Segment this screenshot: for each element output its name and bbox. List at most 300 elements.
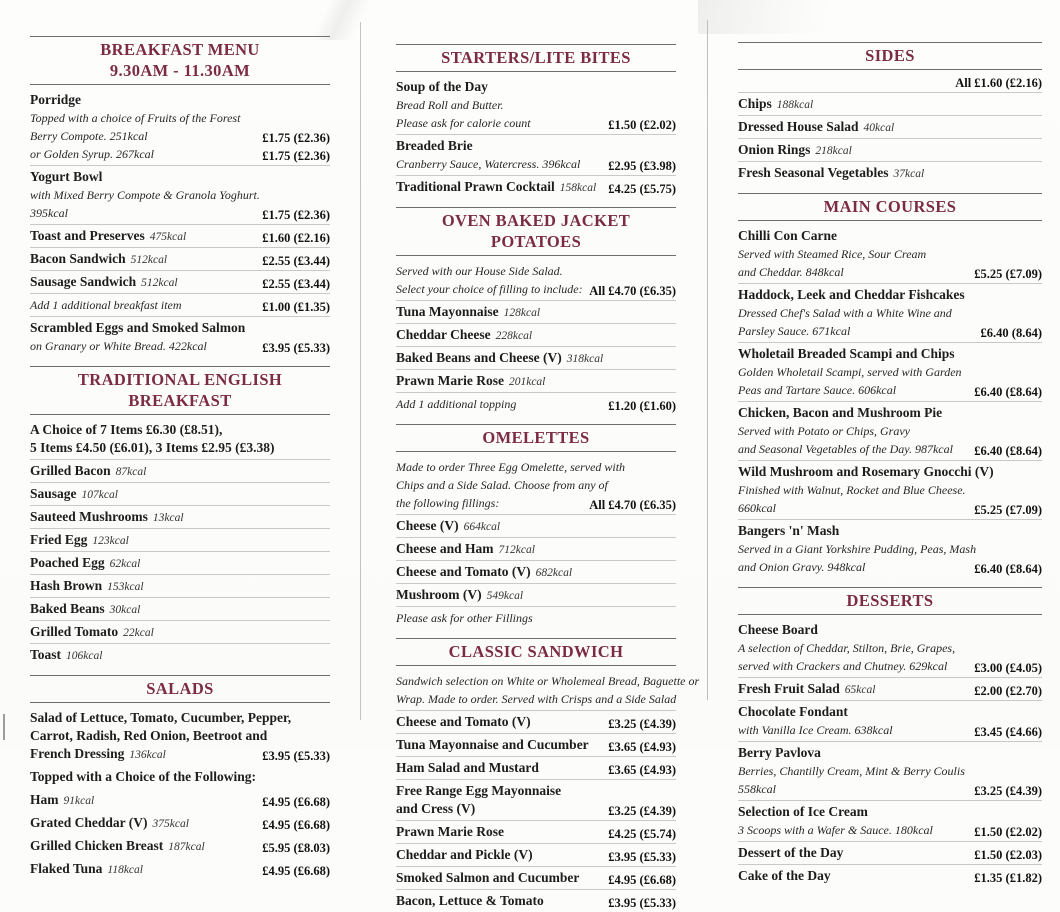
item-price: £5.25 (£7.09) xyxy=(974,503,1042,517)
item-text xyxy=(396,137,676,155)
menu-line xyxy=(738,821,1042,839)
menu-item xyxy=(396,712,676,734)
item-label: Berry Compote. 251kcal xyxy=(30,129,148,143)
menu-panel-lunch xyxy=(366,0,700,910)
menu-line xyxy=(396,782,676,800)
menu-line xyxy=(30,296,330,314)
item-kcal: 153kcal xyxy=(107,581,144,593)
item-text xyxy=(396,395,600,413)
item-label: Sausage xyxy=(30,486,77,501)
menu-item xyxy=(738,94,1042,116)
item-label: Chilli Con Carne xyxy=(738,228,838,243)
menu-line xyxy=(30,186,330,204)
item-label: Grilled Chicken Breast xyxy=(30,838,164,853)
item-text xyxy=(30,709,330,727)
menu-line xyxy=(738,164,1042,182)
menu-item xyxy=(738,403,1042,461)
item-kcal: 512kcal xyxy=(130,254,168,266)
item-text xyxy=(738,381,966,399)
item-text xyxy=(396,494,581,512)
menu-line xyxy=(396,395,676,413)
menu-item xyxy=(30,859,330,880)
item-text xyxy=(396,759,600,777)
menu-line xyxy=(738,762,1042,780)
item-label: Wholetail Breaded Scampi and Chips xyxy=(738,346,955,361)
item-text xyxy=(738,345,1042,363)
item-label: Toast and Preserves xyxy=(30,228,145,243)
item-kcal: 107kcal xyxy=(81,489,118,501)
item-price: £1.75 (£2.36) xyxy=(262,208,330,222)
menu-item xyxy=(396,781,676,821)
item-label: and Onion Gravy. 948kcal xyxy=(738,560,866,574)
item-kcal: 682kcal xyxy=(535,567,573,579)
item-price: £3.95 (£5.33) xyxy=(608,850,676,864)
item-text xyxy=(30,421,330,439)
section-header xyxy=(738,193,1042,221)
menu-item xyxy=(396,77,676,135)
item-label: Bacon, Lettuce & Tomato xyxy=(396,893,544,908)
item-price: £4.95 (£6.68) xyxy=(262,864,330,878)
item-text xyxy=(738,422,1042,440)
item-price: £1.50 (£2.02) xyxy=(608,118,676,132)
item-text xyxy=(738,703,1042,721)
item-text xyxy=(396,114,600,132)
item-label: Golden Wholetail Scampi, served with Garden xyxy=(738,365,962,379)
item-price: £1.50 (£2.02) xyxy=(974,825,1042,839)
menu-line xyxy=(738,558,1042,576)
item-label: Porridge xyxy=(30,92,81,107)
item-kcal: 475kcal xyxy=(149,231,187,243)
item-price: £3.25 (£4.39) xyxy=(974,784,1042,798)
item-text xyxy=(30,791,254,809)
item-text xyxy=(738,141,1042,159)
menu-line xyxy=(738,422,1042,440)
menu-line xyxy=(738,76,1042,90)
item-text xyxy=(738,499,966,517)
item-label: Wrap. Made to order. Served with Crisps and a Side Salad xyxy=(396,692,677,706)
item-label: Salad of Lettuce, Tomato, Cucumber, Pepper, xyxy=(30,710,292,725)
menu-item xyxy=(30,576,330,598)
item-label: Ham Salad and Mustard xyxy=(396,760,539,775)
item-label: French Dressing xyxy=(30,746,125,761)
item-price: £3.95 (£5.33) xyxy=(262,341,330,355)
item-kcal: 712kcal xyxy=(498,544,535,556)
menu-line xyxy=(396,759,676,777)
item-kcal: 201kcal xyxy=(508,376,546,388)
item-price: £2.95 (£3.98) xyxy=(608,159,676,173)
item-text xyxy=(396,782,676,800)
menu-item xyxy=(30,813,330,834)
section-header xyxy=(738,42,1042,70)
item-text xyxy=(396,326,676,344)
item-label: Baked Beans xyxy=(30,601,105,616)
item-text xyxy=(738,657,966,675)
menu-line xyxy=(396,563,676,581)
menu-item xyxy=(396,758,676,780)
section-header xyxy=(30,36,330,85)
menu-item xyxy=(396,348,676,370)
menu-item xyxy=(396,394,676,415)
item-label: 5 Items £4.50 (£6.01), 3 Items £2.95 (£3.38) xyxy=(30,440,275,455)
section-header xyxy=(396,207,676,256)
menu-item xyxy=(30,226,330,248)
item-text xyxy=(30,600,330,618)
item-text xyxy=(738,844,966,862)
item-label: Chocolate Fondant xyxy=(738,704,848,719)
menu-section xyxy=(396,424,676,629)
menu-section xyxy=(30,675,330,880)
item-price: £3.25 (£4.39) xyxy=(608,717,676,731)
item-label: Topped with a choice of Fruits of the Forest xyxy=(30,111,241,125)
menu-line xyxy=(30,109,330,127)
item-label: Traditional Prawn Cocktail xyxy=(396,179,555,194)
menu-line xyxy=(396,178,676,196)
item-label: Peas and Tartare Sauce. 606kcal xyxy=(738,383,897,397)
menu-line xyxy=(396,78,676,96)
item-label: Cheddar Cheese xyxy=(396,327,491,342)
item-text xyxy=(30,768,330,786)
item-price: £5.95 (£8.03) xyxy=(262,841,330,855)
item-label: Topped with a Choice of the Following: xyxy=(30,769,257,784)
menu-item xyxy=(30,790,330,811)
item-text xyxy=(396,800,600,818)
item-price: £3.95 (£5.33) xyxy=(608,896,676,910)
item-label: Dessert of the Day xyxy=(738,845,844,860)
item-label: 395kcal xyxy=(30,206,68,220)
item-text xyxy=(30,462,330,480)
item-text xyxy=(738,821,966,839)
item-text xyxy=(30,554,330,572)
page-edge-line-middle xyxy=(360,22,361,720)
menu-line xyxy=(738,227,1042,245)
menu-item xyxy=(30,708,330,765)
section-title: DESSERTS xyxy=(846,591,934,610)
menu-item xyxy=(738,866,1042,887)
menu-item xyxy=(396,735,676,757)
item-text xyxy=(738,404,1042,422)
menu-line xyxy=(396,540,676,558)
menu-line xyxy=(30,600,330,618)
item-text xyxy=(738,780,966,798)
menu-line xyxy=(738,803,1042,821)
menu-item xyxy=(396,608,676,629)
item-label: Cake of the Day xyxy=(738,868,831,883)
item-label: Chicken, Bacon and Mushroom Pie xyxy=(738,405,943,420)
item-text xyxy=(30,319,330,337)
menu-line xyxy=(396,114,676,132)
item-text xyxy=(738,95,1042,113)
menu-section xyxy=(738,193,1042,578)
item-kcal: 30kcal xyxy=(109,604,141,616)
item-label: Scrambled Eggs and Smoked Salmon xyxy=(30,320,246,335)
item-price: £3.95 (£5.33) xyxy=(262,749,330,763)
menu-item xyxy=(396,325,676,347)
item-label: A selection of Cheddar, Stilton, Brie, Grapes, xyxy=(738,641,956,655)
item-text xyxy=(738,540,1042,558)
item-label: Select your choice of filling to include: xyxy=(396,282,583,296)
menu-line xyxy=(738,780,1042,798)
item-text xyxy=(738,245,1042,263)
item-label: Served with Potato or Chips, Gravy xyxy=(738,424,910,438)
item-price: £3.25 (£4.39) xyxy=(608,804,676,818)
menu-item xyxy=(396,845,676,867)
menu-line xyxy=(30,508,330,526)
item-text xyxy=(738,263,966,281)
menu-line xyxy=(738,345,1042,363)
item-text xyxy=(738,803,1042,821)
item-text xyxy=(738,481,1042,499)
item-text xyxy=(396,690,676,708)
section-title: BREAKFAST xyxy=(128,391,232,410)
menu-item xyxy=(738,163,1042,184)
item-price: £1.00 (£1.35) xyxy=(262,300,330,314)
menu-panel-breakfast xyxy=(14,0,344,878)
item-price: £2.00 (£2.70) xyxy=(974,684,1042,698)
menu-line xyxy=(30,421,330,439)
item-kcal: 128kcal xyxy=(503,307,541,319)
item-label: Grated Cheddar (V) xyxy=(30,815,148,830)
menu-line xyxy=(396,303,676,321)
menu-line xyxy=(30,462,330,480)
menu-line xyxy=(30,814,330,832)
item-text xyxy=(738,558,966,576)
menu-line xyxy=(30,768,330,786)
section-title: BREAKFAST MENU xyxy=(100,40,260,59)
item-text xyxy=(396,586,676,604)
item-label: Tuna Mayonnaise xyxy=(396,304,499,319)
menu-item xyxy=(738,802,1042,842)
item-label: Grilled Tomato xyxy=(30,624,119,639)
item-kcal: 37kcal xyxy=(893,168,925,180)
item-text xyxy=(396,672,700,690)
menu-section xyxy=(738,42,1042,184)
menu-item xyxy=(396,539,676,561)
item-text xyxy=(396,563,676,581)
menu-item xyxy=(30,599,330,621)
menu-line xyxy=(738,440,1042,458)
item-label: Cheese Board xyxy=(738,622,818,637)
item-text xyxy=(738,522,1042,540)
menu-line xyxy=(396,869,676,887)
item-label: Chips xyxy=(738,96,772,111)
menu-line xyxy=(738,95,1042,113)
menu-line xyxy=(396,736,676,754)
menu-line xyxy=(738,141,1042,159)
item-price: £4.95 (£6.68) xyxy=(262,795,330,809)
menu-line xyxy=(738,245,1042,263)
item-text xyxy=(396,713,600,731)
item-label: Add 1 additional breakfast item xyxy=(30,298,182,312)
item-price: All £4.70 (£6.35) xyxy=(589,498,676,512)
item-kcal: 375kcal xyxy=(152,818,189,830)
menu-section xyxy=(396,44,676,198)
item-text xyxy=(30,145,254,163)
menu-line xyxy=(396,690,676,708)
menu-line xyxy=(738,703,1042,721)
item-text xyxy=(30,837,254,855)
menu-item xyxy=(396,177,676,198)
item-price: £3.65 (£4.93) xyxy=(608,763,676,777)
item-label: Prawn Marie Rose xyxy=(396,824,504,839)
item-text xyxy=(738,762,1042,780)
menu-item xyxy=(396,371,676,393)
item-label: Ham xyxy=(30,792,59,807)
item-kcal: 106kcal xyxy=(66,650,103,662)
item-text xyxy=(30,168,330,186)
item-label: Smoked Salmon and Cucumber xyxy=(396,870,580,885)
item-price: £1.60 (£2.16) xyxy=(262,231,330,245)
menu-item xyxy=(396,457,676,515)
item-text xyxy=(30,91,330,109)
item-kcal: 65kcal xyxy=(844,684,876,696)
menu-line xyxy=(30,485,330,503)
menu-line xyxy=(396,476,676,494)
menu-item xyxy=(396,302,676,324)
item-text xyxy=(396,476,676,494)
item-label: Cheese and Tomato (V) xyxy=(396,564,531,579)
menu-line xyxy=(738,481,1042,499)
item-text xyxy=(396,540,676,558)
menu-line xyxy=(30,727,330,745)
item-label: Hash Brown xyxy=(30,578,103,593)
menu-section xyxy=(30,36,330,357)
menu-line xyxy=(738,744,1042,762)
menu-item xyxy=(738,843,1042,865)
item-kcal: 549kcal xyxy=(486,590,524,602)
menu-item xyxy=(396,562,676,584)
item-text xyxy=(396,303,676,321)
item-kcal: 188kcal xyxy=(776,99,814,111)
item-kcal: 62kcal xyxy=(109,558,141,570)
item-text xyxy=(738,304,1042,322)
item-price: £3.65 (£4.93) xyxy=(608,740,676,754)
item-text xyxy=(30,860,254,878)
item-label: Cheddar and Pickle (V) xyxy=(396,847,533,862)
item-price: All £4.70 (£6.35) xyxy=(589,284,676,298)
menu-line xyxy=(396,800,676,818)
item-label: Soup of the Day xyxy=(396,79,488,94)
menu-line xyxy=(30,837,330,855)
menu-item xyxy=(30,90,330,166)
item-label: Sausage Sandwich xyxy=(30,274,137,289)
item-price: £5.25 (£7.09) xyxy=(974,267,1042,281)
item-text xyxy=(738,744,1042,762)
menu-item xyxy=(30,249,330,271)
item-label: Sandwich selection on White or Wholemeal Bread, Baguette or xyxy=(396,674,700,688)
item-text xyxy=(30,109,330,127)
item-kcal: 123kcal xyxy=(92,535,129,547)
menu-line xyxy=(30,531,330,549)
item-price: £6.40 (£8.64) xyxy=(974,385,1042,399)
item-label: Selection of Ice Cream xyxy=(738,804,868,819)
item-text xyxy=(738,227,1042,245)
menu-line xyxy=(396,155,676,173)
item-text xyxy=(396,869,600,887)
section-header xyxy=(396,44,676,72)
item-text xyxy=(738,867,966,885)
menu-line xyxy=(396,96,676,114)
item-price: £4.95 (£6.68) xyxy=(262,818,330,832)
item-text xyxy=(738,440,966,458)
menu-item xyxy=(30,318,330,357)
section-header xyxy=(30,366,330,415)
menu-line xyxy=(738,322,1042,340)
item-label: Onion Rings xyxy=(738,142,811,157)
item-text xyxy=(396,78,676,96)
item-text xyxy=(30,623,330,641)
menu-section xyxy=(738,587,1042,887)
menu-item xyxy=(396,868,676,890)
item-kcal: 158kcal xyxy=(559,182,597,194)
item-kcal: 136kcal xyxy=(129,749,166,761)
menu-item xyxy=(30,272,330,294)
item-text xyxy=(738,118,1042,136)
item-label: Sauteed Mushrooms xyxy=(30,509,148,524)
item-price: £1.50 (£2.03) xyxy=(974,848,1042,862)
item-price: £1.20 (£1.60) xyxy=(608,399,676,413)
item-text xyxy=(396,458,676,476)
item-price: £4.95 (£6.68) xyxy=(608,873,676,887)
menu-line xyxy=(396,846,676,864)
item-price: £6.40 (£8.64) xyxy=(974,444,1042,458)
menu-item xyxy=(30,461,330,483)
item-text xyxy=(396,736,600,754)
section-header xyxy=(396,424,676,452)
item-price: £3.00 (£4.05) xyxy=(974,661,1042,675)
item-text xyxy=(396,155,600,173)
item-text xyxy=(738,621,1042,639)
menu-line xyxy=(738,540,1042,558)
item-kcal: 118kcal xyxy=(107,864,143,876)
item-kcal: 40kcal xyxy=(863,122,895,134)
section-title: CLASSIC SANDWICH xyxy=(448,642,624,661)
menu-line xyxy=(30,250,330,268)
item-label: Poached Egg xyxy=(30,555,105,570)
item-label: 3 Scoops with a Wafer & Sauce. 180kcal xyxy=(738,823,933,837)
item-text xyxy=(738,639,1042,657)
item-label: or Golden Syrup. 267kcal xyxy=(30,147,154,161)
section-title: SALADS xyxy=(146,679,214,698)
menu-item xyxy=(30,622,330,644)
menu-item xyxy=(738,521,1042,578)
item-label: Cheese (V) xyxy=(396,518,459,533)
item-label: Bread Roll and Butter. xyxy=(396,98,504,112)
menu-section xyxy=(396,638,700,912)
menu-item xyxy=(396,136,676,176)
item-label: Flaked Tuna xyxy=(30,861,103,876)
menu-item xyxy=(30,295,330,317)
menu-line xyxy=(396,262,676,280)
menu-item xyxy=(396,585,676,607)
menu-line xyxy=(30,91,330,109)
menu-item xyxy=(396,516,676,538)
menu-line xyxy=(738,363,1042,381)
menu-line xyxy=(396,672,700,690)
menu-item xyxy=(738,285,1042,343)
menu-line xyxy=(30,227,330,245)
menu-item xyxy=(30,530,330,552)
menu-line xyxy=(738,118,1042,136)
menu-item xyxy=(30,767,330,788)
menu-item xyxy=(738,75,1042,93)
item-label: Bangers 'n' Mash xyxy=(738,523,840,538)
menu-item xyxy=(30,420,330,460)
menu-line xyxy=(30,646,330,664)
menu-item xyxy=(30,836,330,857)
menu-section xyxy=(396,207,676,415)
item-label: with Mixed Berry Compote & Granola Yoghurt. xyxy=(30,188,260,202)
menu-item xyxy=(396,671,700,711)
